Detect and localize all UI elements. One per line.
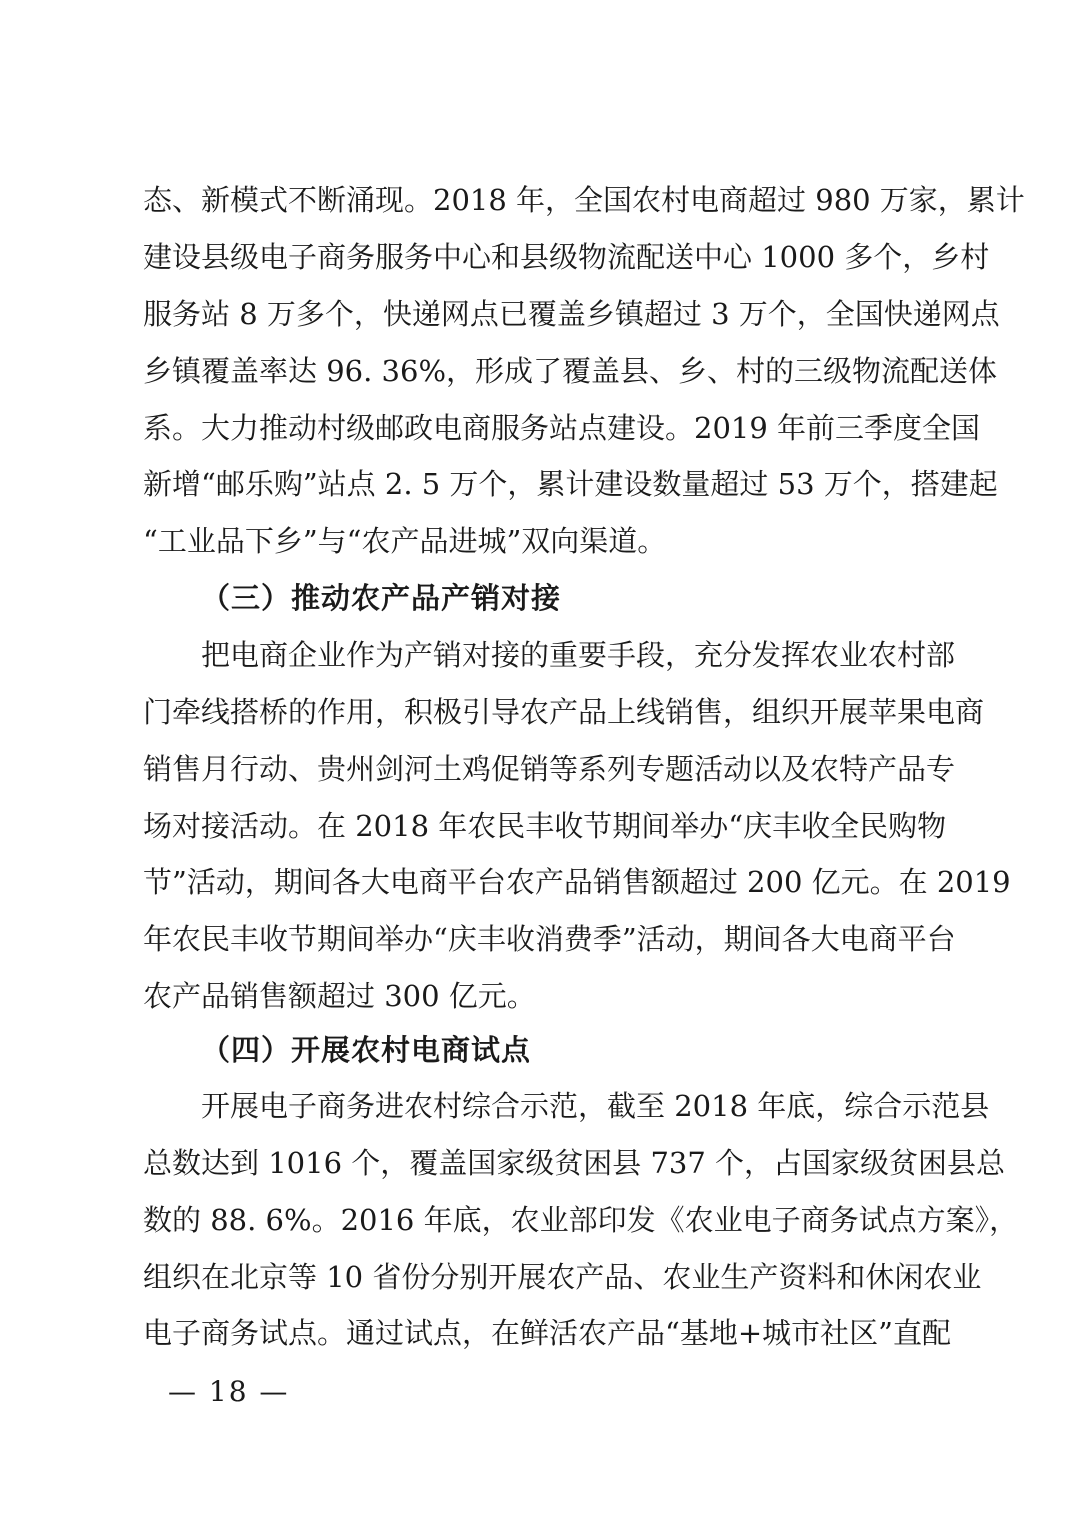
section-heading-4: （四）开展农村电商试点: [201, 1033, 532, 1067]
body-line: 把电商企业作为产销对接的重要手段，充分发挥农业农村部: [143, 638, 956, 672]
body-line: 态、新模式不断涌现。2018 年，全国农村电商超过 980 万家，累计: [143, 183, 1025, 217]
body-line: 服务站 8 万多个，快递网点已覆盖乡镇超过 3 万个，全国快递网点: [143, 297, 1000, 331]
body-line: 系。大力推动村级邮政电商服务站点建设。2019 年前三季度全国: [143, 411, 981, 445]
body-line: 年农民丰收节期间举办“庆丰收消费季”活动，期间各大电商平台: [143, 922, 956, 956]
body-line: 组织在北京等 10 省份分别开展农产品、农业生产资料和休闲农业: [143, 1260, 982, 1294]
body-line: 数的 88. 6%。2016 年底，农业部印发《农业电子商务试点方案》，: [143, 1203, 1019, 1237]
body-line: “工业品下乡”与“农产品进城”双向渠道。: [143, 524, 667, 558]
body-line: 农产品销售额超过 300 亿元。: [143, 979, 536, 1013]
body-line: 节”活动，期间各大电商平台农产品销售额超过 200 亿元。在 2019: [143, 865, 1011, 899]
body-line: 电子商务试点。通过试点，在鲜活农产品“基地+城市社区”直配: [143, 1316, 951, 1350]
section-heading-3: （三）推动农产品产销对接: [201, 581, 562, 615]
body-line: 门牵线搭桥的作用，积极引导农产品上线销售，组织开展苹果电商: [143, 695, 985, 729]
body-line: 销售月行动、贵州剑河土鸡促销等系列专题活动以及农特产品专: [143, 752, 956, 786]
page-number: — 18 —: [168, 1375, 290, 1408]
body-line: 乡镇覆盖率达 96. 36%，形成了覆盖县、乡、村的三级物流配送体: [143, 354, 998, 388]
body-line: 场对接活动。在 2018 年农民丰收节期间举办“庆丰收全民购物: [143, 809, 947, 843]
body-line: 新增“邮乐购”站点 2. 5 万个，累计建设数量超过 53 万个，搭建起: [143, 467, 998, 501]
body-line: 开展电子商务进农村综合示范，截至 2018 年底，综合示范县: [143, 1089, 990, 1123]
body-line: 总数达到 1016 个，覆盖国家级贫困县 737 个，占国家级贫困县总: [143, 1146, 1006, 1180]
body-line: 建设县级电子商务服务中心和县级物流配送中心 1000 多个，乡村: [143, 240, 990, 274]
